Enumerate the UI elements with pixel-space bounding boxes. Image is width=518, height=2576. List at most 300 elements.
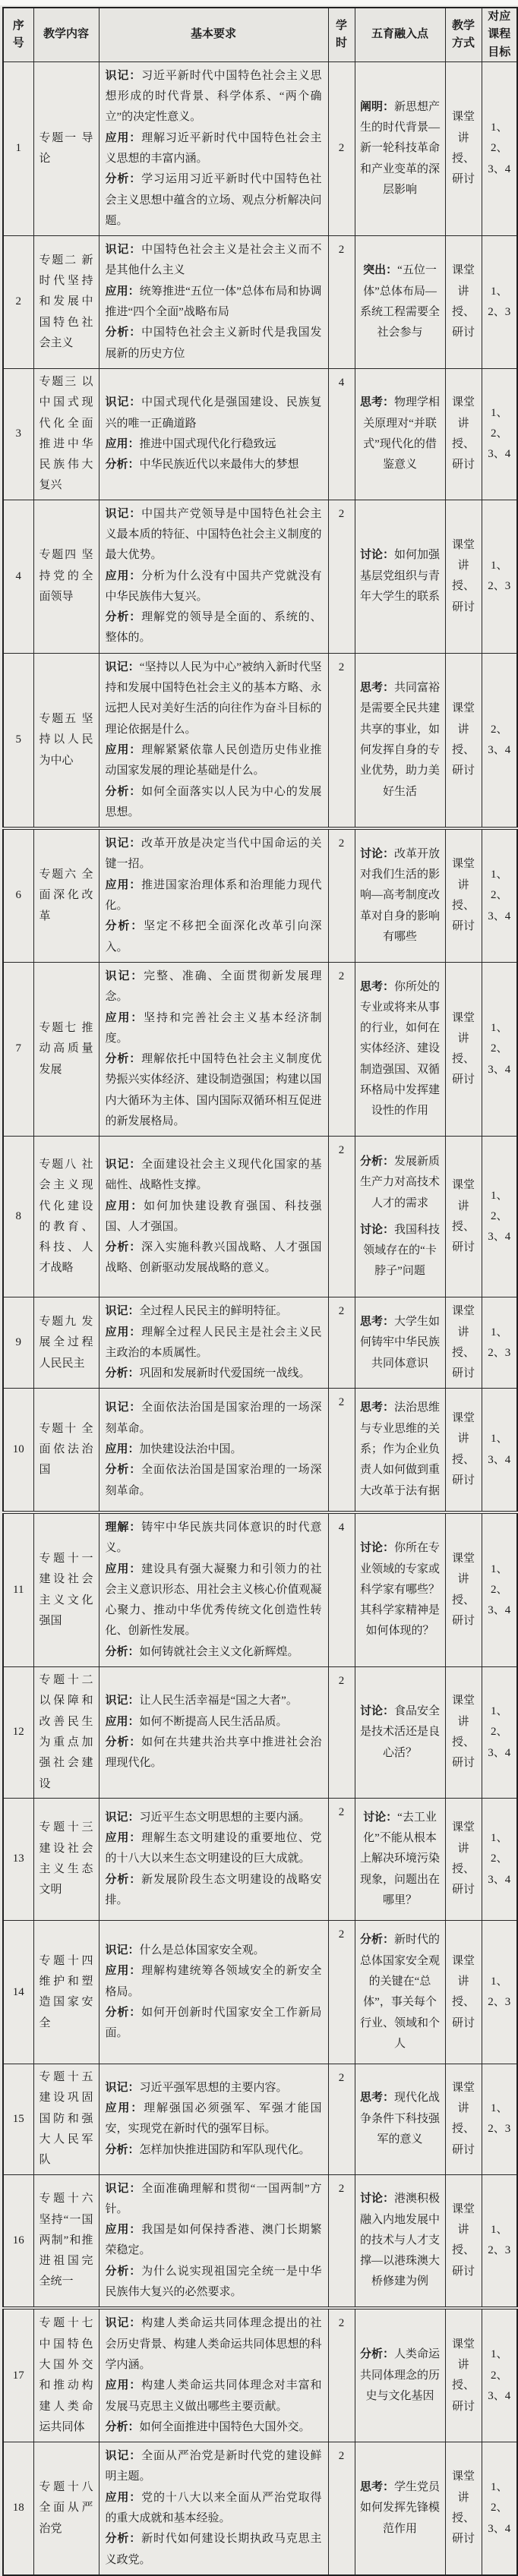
five-edu-point-cell	[355, 962, 445, 1136]
requirement-item-text: 构建人类命运共同体理念提出的社会历史背景、构建人类命运共同体思想的科学内涵。	[105, 2317, 322, 2371]
requirement-item-label: 识记：	[105, 69, 142, 82]
five-edu-point-item-label: 讨论：	[359, 2193, 394, 2206]
requirement-item	[106, 2376, 322, 2417]
teaching-content-cell: 专题五 坚持以人民为中心	[33, 653, 99, 828]
five-edu-point-item-label: 讨论：	[359, 549, 394, 562]
teaching-content-cell: 专题三 以中国式现代化全面推进中华民族伟大复兴	[33, 368, 99, 500]
basic-requirements-cell	[99, 2174, 328, 2308]
five-edu-point-item-label: 思考：	[359, 2481, 394, 2494]
requirement-item-label: 识记：	[105, 2182, 142, 2195]
requirement-item-label: 分析：	[105, 2533, 142, 2546]
requirement-item-label: 应用：	[105, 1832, 142, 1845]
row-number-cell: 14	[3, 1921, 33, 2064]
requirement-item-label: 应用：	[105, 1200, 144, 1212]
row-number-cell: 15	[3, 2064, 33, 2174]
requirement-item-label: 应用：	[105, 2224, 142, 2237]
requirement-item	[106, 916, 322, 958]
five-edu-point-item-text: 现代化战争条件下科技强军的意义	[359, 2092, 441, 2146]
course-goals-cell: 1、2、3、4	[482, 1798, 517, 1920]
requirement-item-text: 如何不断提高人民生活品质。	[139, 1715, 288, 1728]
class-hours-cell: 2	[328, 828, 355, 962]
five-edu-point-item	[358, 393, 442, 475]
five-edu-point-item-text: 物理学相关原理对“并联式”现代化的借鉴意义	[363, 396, 441, 471]
teaching-method-cell: 课堂讲授、研讨	[445, 1667, 482, 1799]
class-hours-cell: 2	[328, 1137, 355, 1297]
five-edu-point-item-label: 思考：	[359, 682, 394, 695]
five-edu-point-cell	[355, 1512, 445, 1667]
teaching-content-cell: 专题十四 维护和塑造国家安全	[33, 1921, 99, 2064]
requirement-item-label: 应用：	[105, 2491, 142, 2504]
five-edu-point-item	[358, 1398, 442, 1501]
row-number-cell: 4	[3, 500, 33, 653]
requirement-item	[106, 1155, 322, 1197]
teaching-plan-table	[2, 7, 518, 2576]
table-row	[3, 1297, 517, 1389]
five-edu-point-cell	[355, 2442, 445, 2575]
requirement-item-label: 识记：	[105, 1305, 140, 1318]
five-edu-point-item-text: 食品安全是技术活还是良心活？	[359, 1704, 441, 1759]
requirement-item-text: 加快建设法治中国。	[139, 1443, 242, 1456]
table-row	[3, 828, 517, 962]
requirement-item-label: 应用：	[105, 1443, 140, 1456]
requirement-item	[106, 1049, 322, 1132]
teaching-method-cell: 课堂讲授、研讨	[445, 61, 482, 235]
requirement-item-label: 分析：	[105, 1053, 142, 1066]
five-edu-point-item-text: 新时代的总体国家安全观的关键在“总体”，事关每个行业、领域和个人	[359, 1934, 441, 2050]
requirement-item-text: 完整、准确、全面贯彻新发展理念。	[105, 970, 322, 1004]
requirement-item-label: 应用：	[105, 437, 140, 450]
five-edu-point-item	[358, 2344, 442, 2407]
teaching-method-cell: 课堂讲授、研讨	[445, 1389, 482, 1512]
course-goals-cell: 2、3、4	[482, 653, 517, 828]
basic-requirements-cell	[99, 2064, 328, 2174]
requirement-item-text: 理解依托中国特色社会主义制度优势振兴实体经济、建设制造强国；构建以国内大循环为主体、国内国际双循环相互促进的新发展格局。	[105, 1053, 322, 1127]
five-edu-point-item-text: 共同富裕是需要全民共建共享的事业，如何发挥自身的专业优势，助力美好生活	[359, 682, 441, 798]
requirement-item-label: 分析：	[105, 1736, 142, 1748]
requirement-item	[106, 1439, 322, 1460]
five-edu-point-item-label: 思考：	[359, 1315, 394, 1328]
requirement-item-text: 坚定不移把全面深化改革引向深入。	[105, 920, 322, 954]
five-edu-point-cell	[355, 1297, 445, 1389]
requirement-item-text: “坚持以人民为中心”被纳入新时代坚持和发展中国特色社会主义的基本方略、永远把人民对美好生活的向往作为奋斗目标的理论依据是什么。	[105, 661, 322, 736]
five-edu-point-item	[358, 844, 442, 947]
requirement-item	[106, 782, 322, 824]
teaching-method-cell: 课堂讲授、研讨	[445, 1921, 482, 2064]
teaching-method-cell: 课堂讲授、研讨	[445, 828, 482, 962]
col-header-requirements: 基本要求	[99, 8, 328, 61]
teaching-content-cell: 专题八 社会主义现代化建设的教育、科技、人才战略	[33, 1137, 99, 1297]
requirement-item	[106, 2098, 322, 2140]
course-goals-cell: 1、2、3、4	[482, 2442, 517, 2575]
class-hours-cell: 2	[328, 236, 355, 369]
col-header-teaching-method: 教学方式	[445, 8, 482, 61]
requirement-item	[106, 240, 322, 282]
table-row	[3, 61, 517, 235]
requirement-item-label: 应用：	[105, 131, 142, 144]
five-edu-point-item-label: 思考：	[359, 2092, 394, 2105]
requirement-item-label: 分析：	[105, 1464, 142, 1477]
page-top-margin	[0, 0, 518, 5]
basic-requirements-cell	[99, 1798, 328, 1920]
requirement-item-text: 什么是总体国家安全观。	[139, 1944, 265, 1956]
teaching-content-cell: 专题十二 以保障和改善民生为重点加强社会建设	[33, 1667, 99, 1799]
requirement-item-text: 全过程人民民主的鲜明特征。	[139, 1305, 288, 1318]
five-edu-point-item	[358, 1312, 442, 1374]
requirement-item-text: 如何全面推进中国特色大国外交。	[139, 2420, 311, 2433]
requirement-item-label: 分析：	[105, 326, 142, 339]
basic-requirements-cell	[99, 653, 328, 828]
requirement-item	[106, 2262, 322, 2303]
class-hours-cell: 2	[328, 2308, 355, 2442]
five-edu-point-item	[358, 1152, 442, 1214]
teaching-method-cell: 课堂讲授、研讨	[445, 1137, 482, 1297]
five-edu-point-item-text: 如何加强基层党组织与青年大学生的联系	[359, 549, 441, 603]
class-hours-cell: 2	[328, 653, 355, 828]
requirement-item	[106, 2003, 322, 2045]
requirement-item	[106, 1691, 322, 1711]
table-body	[3, 61, 517, 2575]
course-goals-cell: 1、3、4	[482, 1389, 517, 1512]
five-edu-point-item-text: “去工业化”不能从根本上解决环境污染现象，问题出在哪里？	[359, 1811, 440, 1907]
five-edu-point-item-text: 我国科技领域存在的“卡脖子”问题	[363, 1223, 441, 1278]
col-header-five-edu-point: 五育融入点	[355, 8, 445, 61]
row-number-cell: 16	[3, 2174, 33, 2308]
requirement-item-text: 全面准确理解和贯彻“一国两制”方针。	[105, 2182, 322, 2215]
five-edu-point-item-label: 分析：	[359, 1155, 394, 1168]
row-number-cell: 9	[3, 1297, 33, 1389]
basic-requirements-cell	[99, 1512, 328, 1667]
requirement-item	[106, 2446, 322, 2488]
requirement-item-label: 分析：	[105, 2006, 142, 2019]
requirement-item-text: 如何开创新时代国家安全工作新局面。	[105, 2006, 322, 2040]
class-hours-cell: 2	[328, 1921, 355, 2064]
five-edu-point-cell	[355, 500, 445, 653]
five-edu-point-item	[358, 1220, 442, 1282]
row-number-cell: 1	[3, 61, 33, 235]
course-goals-cell: 1、2、3、4	[482, 962, 517, 1136]
requirement-item	[106, 1941, 322, 1961]
requirement-item-label: 应用：	[105, 1715, 140, 1728]
requirement-item	[106, 875, 322, 917]
requirement-item	[106, 2417, 322, 2438]
five-edu-point-item	[358, 545, 442, 607]
requirement-item-label: 分析：	[105, 2265, 142, 2278]
requirement-item-text: 中国式现代化是强国建设、民族复兴的唯一正确道路	[105, 396, 322, 430]
basic-requirements-cell	[99, 368, 328, 500]
requirement-item-text: 全面从严治党是新时代党的建设鲜明主题。	[105, 2450, 322, 2483]
five-edu-point-item-label: 思考：	[359, 396, 394, 409]
teaching-method-cell: 课堂讲授、研讨	[445, 2442, 482, 2575]
five-edu-point-item-label: 讨论：	[363, 1811, 398, 1824]
teaching-method-cell: 课堂讲授、研讨	[445, 2064, 482, 2174]
requirement-item-text: 党的十八大以来全面从严治党取得的重大成就和基本经验。	[105, 2491, 322, 2525]
requirement-item	[106, 2220, 322, 2262]
requirement-item	[106, 66, 322, 128]
requirement-item	[106, 1828, 322, 1870]
class-hours-cell: 2	[328, 962, 355, 1136]
five-edu-point-item-text: 学生党员如何发挥先锋模范作用	[359, 2481, 441, 2535]
class-hours-cell: 2	[328, 1667, 355, 1799]
row-number-cell: 5	[3, 653, 33, 828]
requirement-item	[106, 1364, 322, 1384]
requirement-item-text: 推进国家治理体系和治理能力现代化。	[105, 878, 322, 913]
five-edu-point-cell	[355, 653, 445, 828]
requirement-item	[106, 834, 322, 875]
requirement-item-text: 统筹推进“五位一体”总体布局和协调推进“四个全面”战略布局	[105, 285, 322, 319]
requirement-item-label: 识记：	[105, 1402, 142, 1414]
requirement-item-text: 全面依法治国是国家治理的一场深刻革命。	[105, 1402, 322, 1435]
requirement-item	[106, 455, 322, 475]
requirement-item-text: 中国特色社会主义是社会主义而不是其他什么主义	[105, 244, 322, 277]
row-number-cell: 17	[3, 2308, 33, 2442]
requirement-item	[106, 1961, 322, 2003]
five-edu-point-item-label: 讨论：	[359, 1223, 394, 1236]
five-edu-point-cell	[355, 61, 445, 235]
teaching-method-cell: 课堂讲授、研讨	[445, 653, 482, 828]
requirement-item-label: 识记：	[105, 661, 140, 673]
requirement-item	[106, 1642, 322, 1663]
row-number-cell: 18	[3, 2442, 33, 2575]
row-number-cell: 12	[3, 1667, 33, 1799]
requirement-item-label: 分析：	[105, 785, 142, 798]
five-edu-point-cell	[355, 1921, 445, 2064]
requirement-item-label: 理解：	[105, 1521, 142, 1534]
requirement-item-label: 应用：	[105, 1562, 142, 1575]
requirement-item	[106, 282, 322, 323]
five-edu-point-item	[358, 977, 442, 1122]
requirement-item-label: 应用：	[105, 2102, 144, 2115]
requirement-item-text: 习近平新时代中国特色社会主义思想形成的时代背景、科学体系、“两个确立”的决定性意义。	[105, 69, 322, 124]
course-goals-cell: 1、2、3、4	[482, 368, 517, 500]
requirement-item-text: 改革开放是决定当代中国命运的关键一招。	[105, 837, 322, 871]
basic-requirements-cell	[99, 236, 328, 369]
row-number-cell: 6	[3, 828, 33, 962]
requirement-item-text: 理解党的领导是全面的、系统的、整体的。	[105, 611, 322, 645]
table-row	[3, 2442, 517, 2575]
requirement-item-label: 识记：	[105, 1811, 140, 1824]
course-goals-cell: 1、2、3、4	[482, 61, 517, 235]
five-edu-point-item	[358, 1538, 442, 1641]
five-edu-point-cell	[355, 1389, 445, 1512]
requirement-item-text: 学习运用习近平新时代中国特色社会主义思想中蕴含的立场、观点分析解决问题。	[105, 173, 322, 227]
requirement-item-text: 中国特色社会主义新时代是我国发展新的历史方位	[105, 326, 322, 360]
requirement-item-text: 分析为什么没有中国共产党就没有中华民族伟大复兴。	[105, 569, 322, 603]
requirement-item-label: 识记：	[105, 244, 142, 257]
teaching-content-cell: 专题十三 建设社会主义生态文明	[33, 1798, 99, 1920]
requirement-item-text: 理解生态文明建设的重要地位、党的十八大以来生态文明建设的巨大成就。	[105, 1832, 322, 1865]
requirement-item	[106, 1323, 322, 1364]
row-number-cell: 2	[3, 236, 33, 369]
table-row	[3, 1137, 517, 1297]
requirement-item-label: 分析：	[105, 611, 142, 624]
requirement-item-label: 应用：	[105, 878, 142, 891]
basic-requirements-cell	[99, 1921, 328, 2064]
requirement-item-text: 新发展阶段生态文明建设的战略安排。	[105, 1873, 322, 1907]
table-row	[3, 962, 517, 1136]
requirement-item-text: 中华民族近代以来最伟大的梦想	[139, 459, 299, 471]
requirement-item	[106, 2488, 322, 2530]
requirement-item	[106, 1518, 322, 1559]
requirement-item-text: 如何全面落实以人民为中心的发展思想。	[105, 785, 322, 818]
five-edu-point-item-text: “五位一体”总体布局—系统工程需要全社会参与	[359, 264, 440, 339]
requirement-item	[106, 1559, 322, 1642]
requirement-item-text: 习近平生态文明思想的主要内涵。	[139, 1811, 311, 1824]
teaching-method-cell: 课堂讲授、研讨	[445, 1297, 482, 1389]
five-edu-point-cell	[355, 2308, 445, 2442]
five-edu-point-item-text: 你所在专业领域的专家或科学家有哪些？其科学家精神是如何体现的？	[359, 1542, 441, 1638]
teaching-content-cell: 专题六 全面深化改革	[33, 828, 99, 962]
requirement-item-label: 识记：	[105, 970, 144, 982]
course-goals-cell: 1、2、3	[482, 1297, 517, 1389]
header-row	[3, 8, 517, 61]
basic-requirements-cell	[99, 828, 328, 962]
requirement-item-label: 应用：	[105, 2379, 142, 2392]
requirement-item	[106, 566, 322, 608]
requirement-item-label: 识记：	[105, 507, 142, 520]
requirement-item-label: 分析：	[105, 1367, 140, 1380]
col-header-content: 教学内容	[33, 8, 99, 61]
five-edu-point-item	[358, 1930, 442, 2054]
five-edu-point-item-text: 新思想产生的时代背景—新一轮科技革命和产业变革的深层影响	[359, 100, 441, 196]
five-edu-point-item	[358, 260, 442, 343]
requirement-item	[106, 2078, 322, 2098]
requirement-item-text: 坚持和完善社会主义基本经济制度。	[105, 1011, 322, 1045]
five-edu-point-item	[358, 1808, 442, 1911]
teaching-method-cell: 课堂讲授、研讨	[445, 2308, 482, 2442]
requirement-item-text: 理解全过程人民民主是社会主义民主政治的本质属性。	[105, 1326, 322, 1359]
requirement-item	[106, 393, 322, 434]
five-edu-point-item-label: 思考：	[359, 1402, 394, 1414]
five-edu-point-item-text: 人类命运共同体理念的历史与文化基因	[359, 2348, 441, 2402]
requirement-item-label: 识记：	[105, 396, 142, 409]
course-goals-cell: 1、2、3、4	[482, 1667, 517, 1799]
requirement-item-text: 习近平强军思想的主要内容。	[139, 2081, 288, 2094]
five-edu-point-item-label: 讨论：	[359, 1542, 394, 1555]
teaching-content-cell: 专题十七 中国特色大国外交和推动构建人类命运共同体	[33, 2308, 99, 2442]
five-edu-point-item-label: 突出：	[363, 264, 398, 277]
basic-requirements-cell	[99, 1667, 328, 1799]
row-number-cell: 11	[3, 1512, 33, 1667]
five-edu-point-item-text: 大学生如何铸牢中华民族共同体意识	[359, 1315, 441, 1370]
requirement-item-text: 铸牢中华民族共同体意识的时代意义。	[105, 1521, 322, 1555]
requirement-item	[106, 1733, 322, 1774]
course-goals-cell: 1、2、3	[482, 2064, 517, 2174]
requirement-item	[106, 1460, 322, 1502]
requirement-item-label: 识记：	[105, 2317, 142, 2330]
course-goals-cell: 1、2、3、4	[482, 1137, 517, 1297]
requirement-item-text: 中国共产党领导是中国特色社会主义最本质的特征、中国特色社会主义制度的最大优势。	[105, 507, 322, 562]
class-hours-cell: 2	[328, 1798, 355, 1920]
requirement-item-label: 应用：	[105, 1326, 142, 1338]
row-number-cell: 13	[3, 1798, 33, 1920]
basic-requirements-cell	[99, 1389, 328, 1512]
requirement-item-text: 为什么说实现祖国完全统一是中华民族伟大复兴的必然要求。	[105, 2265, 322, 2299]
requirement-item	[106, 2140, 322, 2161]
five-edu-point-cell	[355, 828, 445, 962]
teaching-content-cell: 专题十八 全面从严治党	[33, 2442, 99, 2575]
requirement-item	[106, 1008, 322, 1050]
class-hours-cell: 2	[328, 61, 355, 235]
course-goals-cell: 1、2、3、4	[482, 828, 517, 962]
requirement-item	[106, 504, 322, 566]
five-edu-point-item-label: 讨论：	[359, 847, 394, 860]
requirement-item	[106, 1398, 322, 1439]
five-edu-point-cell	[355, 368, 445, 500]
basic-requirements-cell	[99, 2442, 328, 2575]
five-edu-point-item-text: 发展新质生产力对高技术人才的需求	[359, 1155, 441, 1209]
teaching-method-cell: 课堂讲授、研讨	[445, 500, 482, 653]
class-hours-cell: 2	[328, 2064, 355, 2174]
requirement-item	[106, 1870, 322, 1912]
requirement-item-text: 推进中国式现代化行稳致远	[139, 437, 276, 450]
five-edu-point-cell	[355, 1667, 445, 1799]
requirement-item-text: 让人民生活幸福是“国之大者”。	[139, 1695, 298, 1707]
teaching-content-cell: 专题二 新时代坚持和发展中国特色社会主义	[33, 236, 99, 369]
requirement-item-text: 如何铸就社会主义文化新辉煌。	[139, 1645, 299, 1658]
requirement-item-label: 应用：	[105, 1965, 142, 1978]
requirement-item-label: 识记：	[105, 1158, 142, 1171]
five-edu-point-item-text: 你所处的专业或将来从事的行业，如何在实体经济、建设制造强国、双循环格局中发挥建设性的作用	[359, 980, 441, 1118]
table-row	[3, 653, 517, 828]
requirement-item	[106, 607, 322, 649]
requirement-item-label: 应用：	[105, 285, 140, 298]
requirement-item-text: 建设具有强大凝聚力和引领力的社会主义意识形态、用社会主义核心价值观凝心聚力、推动中华优秀传统文化创造性转化、创新性发展。	[105, 1562, 322, 1638]
table-row	[3, 500, 517, 653]
requirement-item-label: 识记：	[105, 2450, 142, 2463]
basic-requirements-cell	[99, 1297, 328, 1389]
table-row	[3, 368, 517, 500]
five-edu-point-item	[358, 1701, 442, 1764]
five-edu-point-item	[358, 2088, 442, 2150]
requirement-item-text: 全面依法治国是国家治理的一场深刻革命。	[105, 1464, 322, 1497]
table-row	[3, 1798, 517, 1920]
requirement-item-text: 理解习近平新时代中国特色社会主义思想的丰富内涵。	[105, 131, 322, 165]
teaching-method-cell: 课堂讲授、研讨	[445, 1512, 482, 1667]
requirement-item	[106, 2179, 322, 2221]
basic-requirements-cell	[99, 1137, 328, 1297]
course-goals-cell: 1、2、3、4	[482, 1512, 517, 1667]
row-number-cell: 7	[3, 962, 33, 1136]
five-edu-point-cell	[355, 1137, 445, 1297]
table-row	[3, 1921, 517, 2064]
teaching-content-cell: 专题十 全面依法治国	[33, 1389, 99, 1512]
class-hours-cell: 2	[328, 500, 355, 653]
requirement-item-text: 构建人类命运共同体理念对丰富和发展马克思主义做出哪些主要贡献。	[105, 2379, 322, 2413]
requirement-item	[106, 2529, 322, 2571]
five-edu-point-item-label: 讨论：	[359, 1704, 394, 1717]
course-goals-cell: 1、2、3	[482, 500, 517, 653]
five-edu-point-item	[358, 2477, 442, 2540]
requirement-item	[106, 657, 322, 740]
requirement-item	[106, 1197, 322, 1238]
course-goals-cell: 1、2、3	[482, 1921, 517, 2064]
requirement-item-label: 分析：	[105, 1241, 142, 1254]
basic-requirements-cell	[99, 61, 328, 235]
requirement-item-label: 应用：	[105, 1011, 144, 1024]
five-edu-point-item-label: 分析：	[359, 1934, 394, 1947]
class-hours-cell: 4	[328, 368, 355, 500]
class-hours-cell: 2	[328, 2442, 355, 2575]
requirement-item-label: 分析：	[105, 459, 140, 471]
table-row	[3, 2308, 517, 2442]
requirement-item-text: 全面建设社会主义现代化国家的基础性、战略性支撑。	[105, 1158, 322, 1192]
course-goals-cell: 1、2、3	[482, 236, 517, 369]
col-header-course-goals: 对应课程目标	[482, 8, 517, 61]
five-edu-point-item-label: 分析：	[359, 2348, 394, 2361]
row-number-cell: 10	[3, 1389, 33, 1512]
requirement-item-label: 分析：	[105, 1873, 142, 1886]
requirement-item-text: 理解构建统筹各领域安全的新安全格局。	[105, 1965, 322, 1998]
